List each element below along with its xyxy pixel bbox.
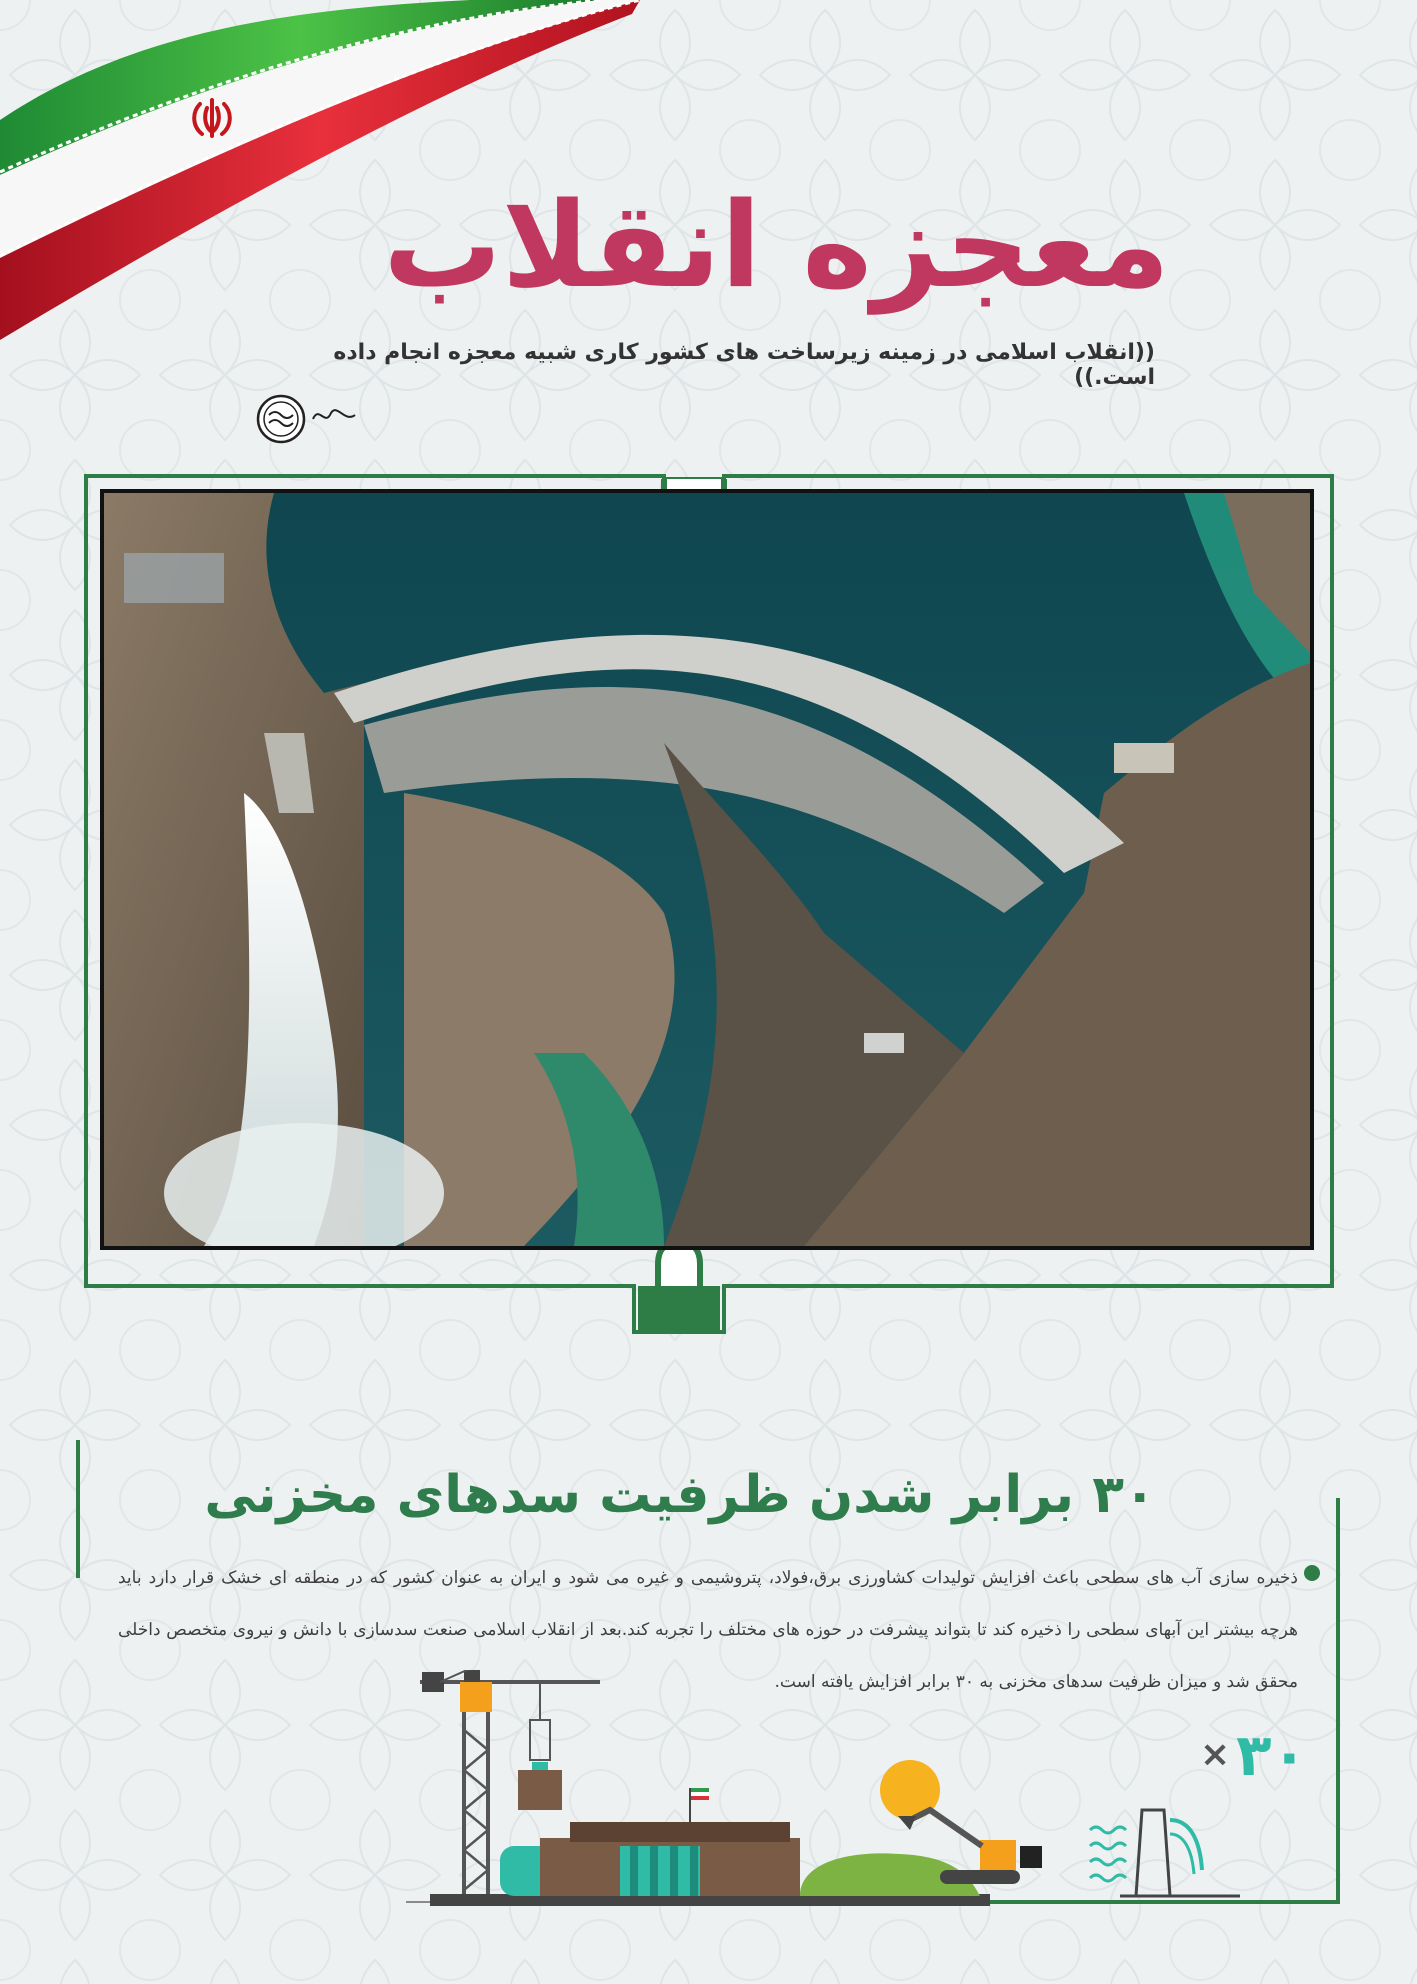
leader-seal-icon [255, 393, 361, 445]
dam-spillway-icon [1120, 1810, 1240, 1896]
leader-quote: ((انقلاب اسلامی در زمینه زیرساخت های کشور کاری شبیه معجزه انجام داده است.)) [333, 340, 1155, 390]
construction-illustration [420, 1670, 1240, 1910]
section-heading: ۳۰ برابر شدن ظرفیت سدهای مخزنی [204, 1465, 1156, 1525]
times-symbol: × [1200, 1734, 1231, 1775]
bullet-icon [1304, 1565, 1320, 1581]
dam-photo [100, 489, 1314, 1250]
water-waves-icon [1090, 1827, 1126, 1881]
section-body: ذخیره سازی آب های سطحی باعث افزایش تولیدات کشاورزی برق،فولاد، پتروشیمی و غیره می شود و ایران به عنوان کشور که در منطقه ای خشک قرار دارد باید هرچه بیشتر این آبهای سطحی را ذخیره کند تا بتواند پیشرفت در حوزه های مختلف را تجربه کند.بعد از انقلاب اسلامی صنعت سدسازی با دانش و نیروی متخصص داخلی محقق شد و میزان ظرفیت سدهای مخزنی به ۳۰ برابر افزایش یافته است. [118, 1568, 1298, 1692]
page-title: معجزه انقلاب [383, 176, 1170, 314]
multiplier-value: ۳۰ [1236, 1721, 1307, 1789]
excavator-icon [800, 1760, 1042, 1896]
